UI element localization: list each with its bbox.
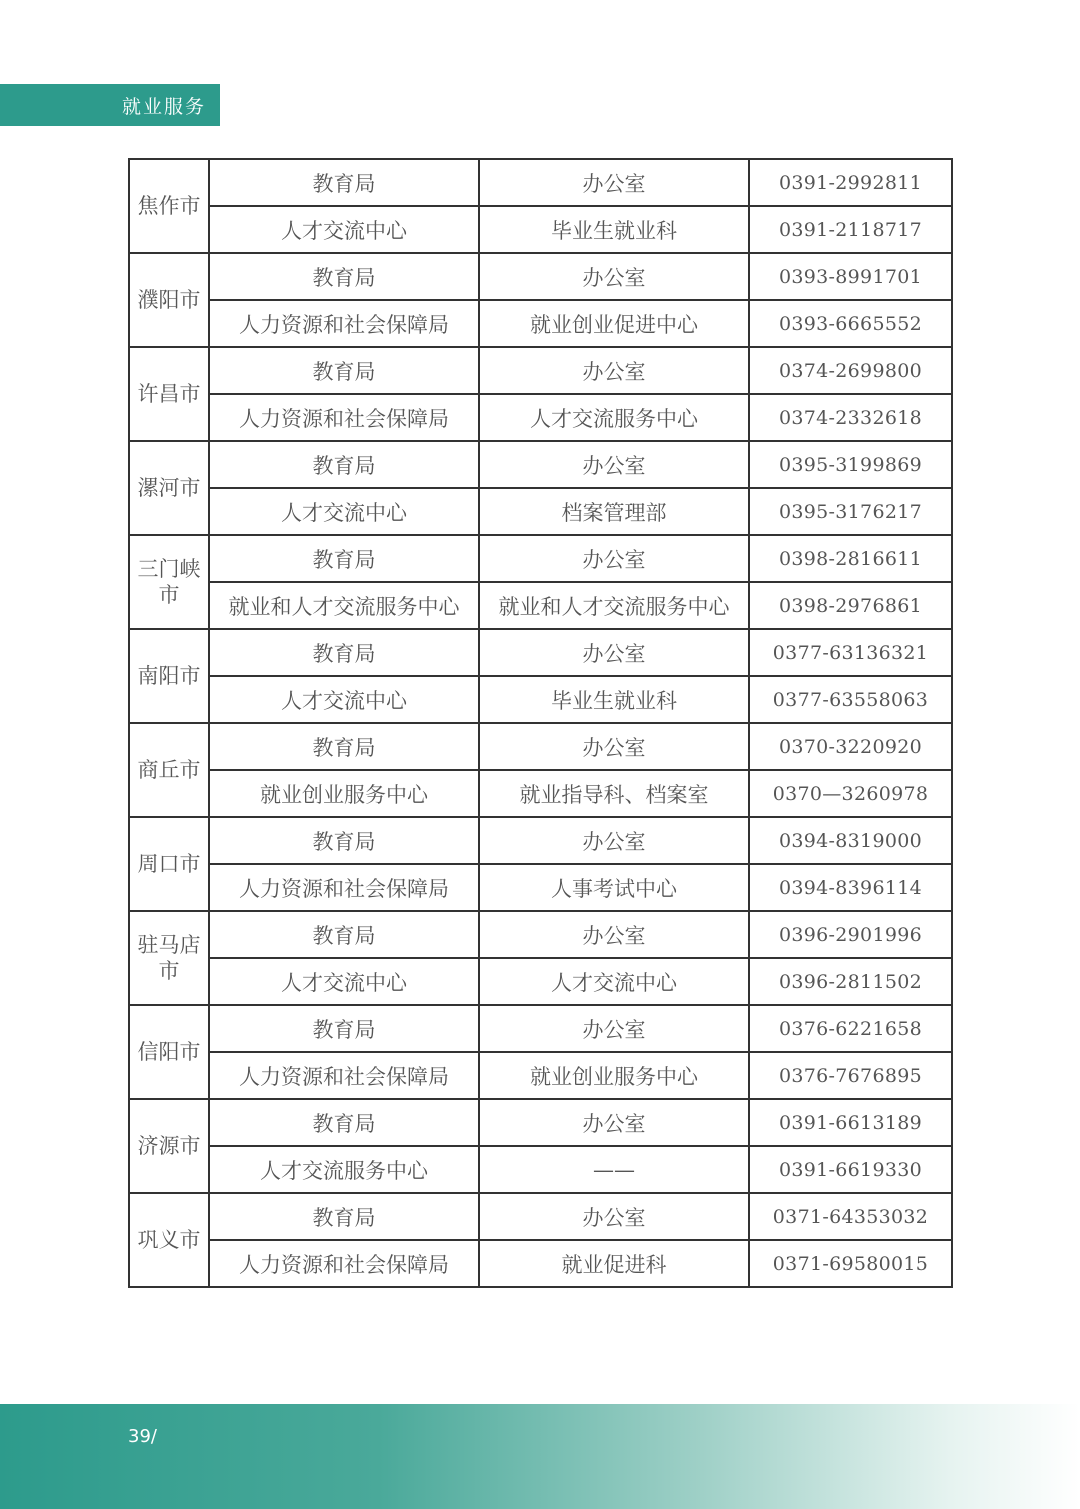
city-cell: 周口市 [129, 817, 209, 911]
org-cell: 教育局 [209, 535, 479, 582]
table-row [129, 535, 952, 582]
table-row [129, 1240, 952, 1287]
table-row [129, 958, 952, 1005]
org-cell: 教育局 [209, 159, 479, 206]
table-row [129, 723, 952, 770]
phone-cell: 0396-2811502 [749, 958, 952, 1005]
city-cell: 焦作市 [129, 159, 209, 253]
city-cell: 巩义市 [129, 1193, 209, 1287]
org-cell: 教育局 [209, 817, 479, 864]
org-cell: 人才交流中心 [209, 206, 479, 253]
phone-cell: 0395-3176217 [749, 488, 952, 535]
phone-cell: 0371-64353032 [749, 1193, 952, 1240]
city-cell: 漯河市 [129, 441, 209, 535]
department-cell: 办公室 [479, 535, 749, 582]
org-cell: 人才交流中心 [209, 958, 479, 1005]
table-row [129, 1193, 952, 1240]
org-cell: 人力资源和社会保障局 [209, 394, 479, 441]
department-cell: 档案管理部 [479, 488, 749, 535]
org-cell: 教育局 [209, 441, 479, 488]
org-cell: 人才交流中心 [209, 488, 479, 535]
table-row [129, 582, 952, 629]
phone-cell: 0393-8991701 [749, 253, 952, 300]
org-cell: 人力资源和社会保障局 [209, 300, 479, 347]
phone-cell: 0374-2332618 [749, 394, 952, 441]
org-cell: 就业创业服务中心 [209, 770, 479, 817]
phone-cell: 0394-8319000 [749, 817, 952, 864]
department-cell: 办公室 [479, 1099, 749, 1146]
footer-band [0, 1404, 1080, 1509]
table-row [129, 206, 952, 253]
org-cell: 教育局 [209, 1099, 479, 1146]
department-cell: —— [479, 1146, 749, 1193]
org-cell: 教育局 [209, 911, 479, 958]
org-cell: 教育局 [209, 723, 479, 770]
table-row [129, 394, 952, 441]
page-number: 39/ [128, 1426, 157, 1447]
org-cell: 人力资源和社会保障局 [209, 1240, 479, 1287]
phone-cell: 0370—3260978 [749, 770, 952, 817]
department-cell: 就业创业促进中心 [479, 300, 749, 347]
table-row [129, 300, 952, 347]
city-cell: 信阳市 [129, 1005, 209, 1099]
table-row [129, 1005, 952, 1052]
department-cell: 办公室 [479, 253, 749, 300]
contact-table [128, 158, 953, 1288]
org-cell: 人力资源和社会保障局 [209, 1052, 479, 1099]
phone-cell: 0391-6619330 [749, 1146, 952, 1193]
phone-cell: 0395-3199869 [749, 441, 952, 488]
table-row [129, 629, 952, 676]
section-tab [0, 84, 220, 126]
department-cell: 人事考试中心 [479, 864, 749, 911]
org-cell: 教育局 [209, 253, 479, 300]
department-cell: 就业和人才交流服务中心 [479, 582, 749, 629]
table-row [129, 159, 952, 206]
department-cell: 办公室 [479, 1005, 749, 1052]
phone-cell: 0370-3220920 [749, 723, 952, 770]
phone-cell: 0374-2699800 [749, 347, 952, 394]
org-cell: 教育局 [209, 629, 479, 676]
phone-cell: 0376-6221658 [749, 1005, 952, 1052]
org-cell: 就业和人才交流服务中心 [209, 582, 479, 629]
department-cell: 办公室 [479, 629, 749, 676]
phone-cell: 0376-7676895 [749, 1052, 952, 1099]
phone-cell: 0398-2816611 [749, 535, 952, 582]
department-cell: 毕业生就业科 [479, 676, 749, 723]
department-cell: 人才交流服务中心 [479, 394, 749, 441]
city-cell: 济源市 [129, 1099, 209, 1193]
department-cell: 办公室 [479, 347, 749, 394]
phone-cell: 0398-2976861 [749, 582, 952, 629]
table-row [129, 911, 952, 958]
city-cell: 驻马店市 [129, 911, 209, 1005]
department-cell: 办公室 [479, 441, 749, 488]
org-cell: 人才交流服务中心 [209, 1146, 479, 1193]
phone-cell: 0394-8396114 [749, 864, 952, 911]
table-row [129, 1099, 952, 1146]
city-cell: 商丘市 [129, 723, 209, 817]
city-cell: 三门峡市 [129, 535, 209, 629]
table-row [129, 253, 952, 300]
section-title: 就业服务 [121, 95, 206, 118]
department-cell: 就业促进科 [479, 1240, 749, 1287]
phone-cell: 0377-63136321 [749, 629, 952, 676]
table-row [129, 441, 952, 488]
phone-cell: 0377-63558063 [749, 676, 952, 723]
phone-cell: 0391-6613189 [749, 1099, 952, 1146]
table-row [129, 488, 952, 535]
city-cell: 濮阳市 [129, 253, 209, 347]
city-cell: 许昌市 [129, 347, 209, 441]
phone-cell: 0393-6665552 [749, 300, 952, 347]
table-row [129, 1052, 952, 1099]
table-row [129, 770, 952, 817]
phone-cell: 0396-2901996 [749, 911, 952, 958]
phone-cell: 0371-69580015 [749, 1240, 952, 1287]
department-cell: 办公室 [479, 1193, 749, 1240]
department-cell: 毕业生就业科 [479, 206, 749, 253]
city-cell: 南阳市 [129, 629, 209, 723]
department-cell: 办公室 [479, 817, 749, 864]
org-cell: 人才交流中心 [209, 676, 479, 723]
department-cell: 人才交流中心 [479, 958, 749, 1005]
org-cell: 人力资源和社会保障局 [209, 864, 479, 911]
phone-cell: 0391-2992811 [749, 159, 952, 206]
org-cell: 教育局 [209, 347, 479, 394]
org-cell: 教育局 [209, 1005, 479, 1052]
table-row [129, 817, 952, 864]
department-cell: 就业指导科、档案室 [479, 770, 749, 817]
phone-cell: 0391-2118717 [749, 206, 952, 253]
department-cell: 就业创业服务中心 [479, 1052, 749, 1099]
department-cell: 办公室 [479, 159, 749, 206]
org-cell: 教育局 [209, 1193, 479, 1240]
table-row [129, 347, 952, 394]
table-row [129, 676, 952, 723]
table-row [129, 1146, 952, 1193]
table-row [129, 864, 952, 911]
department-cell: 办公室 [479, 911, 749, 958]
department-cell: 办公室 [479, 723, 749, 770]
